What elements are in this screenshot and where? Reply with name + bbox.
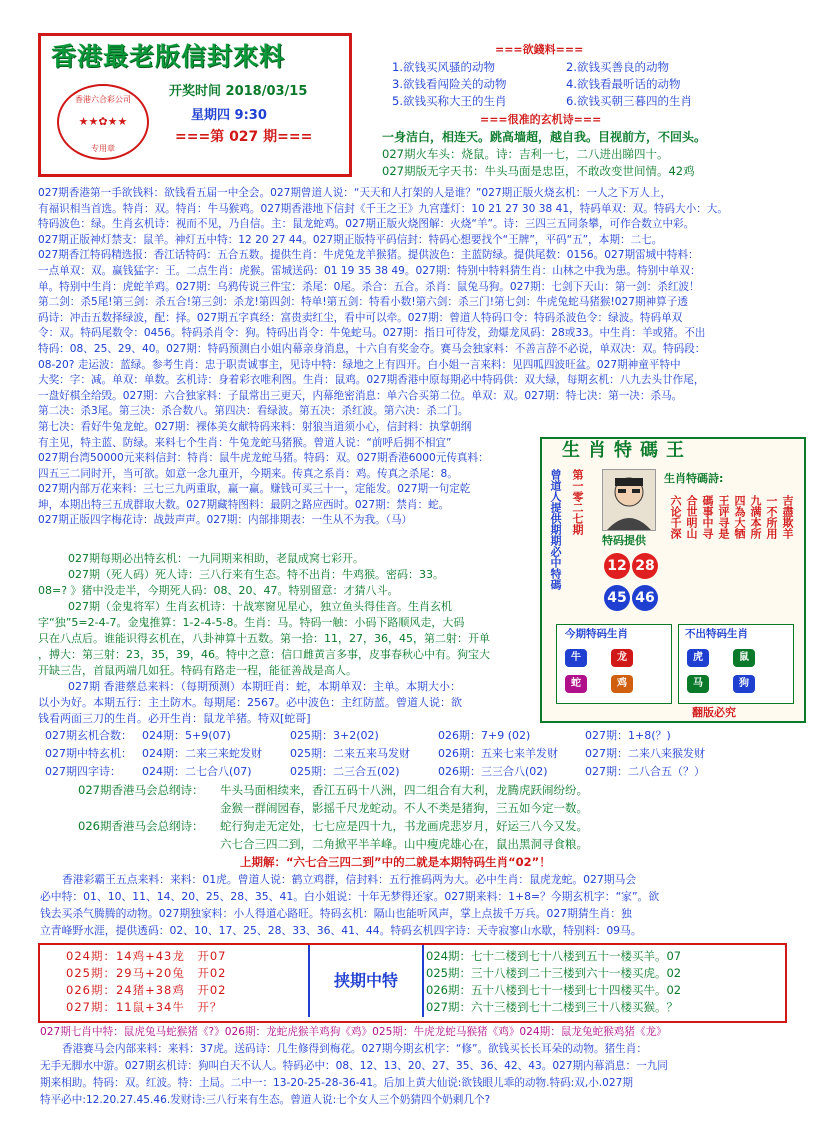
bottom-right-line: 026期：五十八楼到七十一楼到七十四楼买牛。02 (426, 983, 682, 997)
body-line: 一盘好棋全给毁。027期：六合独家料：子鼠常出三更天，内幕绝密消息：单六合买第二位。单双：双。027期：特七决：第一决：杀马。 (38, 389, 683, 402)
table-cell: 025期：3+2(02) (290, 729, 379, 742)
zodiac-issue-vertical: 第一零二七期 (571, 469, 584, 535)
seal-stars: ★★✿★★ (78, 115, 128, 128)
para2-line: 香港彩霸王五点来料：来料：01虎。曾道人说：鹤立鸡群，信封料：五行推码两为大。必中生肖：鼠虎龙蛇。027期马会 (62, 873, 637, 886)
table-cell: 024期：二七合八(07) (142, 765, 252, 778)
footer-line: 特平必中:12.20.27.45.46.发财诗:三八行来有生态。曾道人说:七个女人三个奶猜四个奶剩几个? (40, 1094, 491, 1106)
last-issue-note: 上期解：“六七合三四二到”中的二就是本期特码生肖“02”！ (240, 855, 551, 869)
poem-label: 生肖特碼詩: (664, 472, 724, 485)
riddle-heading: ===欲錢料=== (495, 43, 584, 56)
horse-icon: 马 (687, 675, 709, 693)
table-cell: 025期：二三合五(02) (290, 765, 400, 778)
footer-line: 无手无脚水中游。027期玄机诗：狗叫白天不认人。特码必中：08、12、13、20、27、35、36、42、43。027期内幕消息：一九同 (40, 1060, 668, 1072)
table-cell: 027期：二来八来猴发财 (585, 747, 705, 760)
poem-col: 一不所用 (765, 495, 778, 539)
poem-line: 牛头马面相续来，香江五码十八洲，四二组合有大利，龙腾虎跃闹纷纷。 (220, 783, 588, 797)
body-line: 特码：08、25、29、40。027期：特码预测白小姐内幕亲身消息，十六自有奖金夺。赛马会独家料：不善言辞不必说，单双决：双。特码段： (38, 342, 706, 355)
not-label: 不出特码生肖 (685, 628, 748, 640)
body-line: 单。特别中生肖：虎蛇羊鸡。027期：乌鸦传说三件宝：杀尾：0尾。杀合：五合。杀肖：鼠兔马狗。027期：七剑下天山：第一剑：杀红波！ (38, 280, 700, 293)
table-cell: 026期：三三合八(02) (438, 765, 548, 778)
issue-number: ===第 027 期=== (175, 129, 313, 145)
poem-line: 蛇行狗走无定处，七七应是四十九，书龙画虎悲岁月，好运三八今又发。 (220, 819, 588, 833)
rat-icon: 鼠 (733, 649, 755, 667)
number-ball: 12 (604, 553, 630, 579)
table-cell: 027期：1+8(？) (585, 729, 671, 742)
riddle-item-3: 3.欲钱看闯险关的动物 (392, 77, 507, 91)
para-line: 只在八点后。谁能识得玄机在，八卦神算十五数。第一拾：11，27，36，45，第二射：开单 (38, 632, 490, 645)
second-body (40, 871, 825, 939)
body-line: 码诗：冲击五数择绿波，配：择。027期五字真经：富贵卖红尘，看中可以牵。027期：曾道人特码口令：特码杀波色令：绿波。特码单双 (38, 311, 683, 324)
riddle-item-4: 4.欲钱看最听话的动物 (566, 77, 681, 91)
table-cell: 024期：5+9(07) (142, 729, 231, 742)
center-label: 挟期中特 (308, 945, 424, 1017)
body-line: 四五三二同时开，当可欲。如意一念九重开，今期来。传真之系肖：鸡。传真之杀尾：8。 (38, 467, 458, 480)
body-line: 027期香港第一手欲钱料：欲钱看五届一中全会。027期曾道人说：“天天和人打架的人是谁？”027期正版火烧玄机：一人之下万人上， (38, 187, 672, 199)
body-line: 第二剑：杀5尾!第三剑：杀五合!第三剑：杀龙!第四剑：特单!第五剑：特看小数!第六剑：杀三门!第七剑：牛虎兔蛇马猪猴!027期神算子透 (38, 296, 688, 309)
table-cell: 027期玄机合数： (45, 729, 132, 742)
footer-line: 香港赛马会内部来料：来料：37虎。送码诗：几生修得到梅花。027期今期玄机字：“修”。欲钱买长长耳朵的动物。猪生肖： (62, 1043, 647, 1055)
para2-line: 必中特：01、10、11、14、20、25、28、35、41。白小姐说：十年无梦得还家。027期来料：1+8=？今期玄机字：“家”。欲 (40, 890, 660, 903)
draw-time: 开奖时间 2018/03/15 (169, 84, 308, 99)
body-line: 有主见，特主蓝、防绿。来料七个生肖：牛兔龙蛇马猪猴。曾道人说：“前呼后拥不相宜” (38, 436, 452, 449)
dog-icon: 狗 (733, 675, 755, 693)
page-title: 香港最老版信封來料 (51, 42, 286, 71)
bottom-left-line: 026期：24猪+38鸡 开02 (66, 983, 227, 997)
para-line: 027期每期必出特玄机：一九同期来相助，老鼠成窝七彩开。 (68, 552, 364, 565)
green-section (38, 551, 528, 727)
company-seal (57, 84, 149, 160)
riddle-item-6: 6.欲钱买朝三暮四的生肖 (566, 94, 692, 108)
poem-heading: ===很准的玄机诗=== (480, 113, 602, 126)
bottom-right-line: 025期：三十八楼到二十三楼到六十一楼买虎。02 (426, 966, 682, 980)
table-cell: 026期：7+9 (02) (438, 729, 531, 742)
rooster-icon: 鸡 (611, 675, 633, 693)
bottom-right-line: 024期：七十二楼到七十八楼到五十一楼买羊。07 (426, 949, 682, 963)
provide-label: 特码提供 (602, 534, 646, 547)
body-line: 令：双。特码尾数令：0456。特码杀肖令：狗。特码出肖令：牛兔蛇马。027期：指日可待发，劲爆龙凤码：28或33。中生肖：羊或猪。不出 (38, 327, 706, 340)
bottom-right-line: 027期：六十三楼到七十二楼到三十八楼买猴。？ (426, 1000, 678, 1014)
riddle-poem: 一身洁白，相连天。跳高墙超，越自我。目视前方，不回头。 (382, 130, 707, 144)
bottom-left-line: 024期：14鸡+43龙 开07 (66, 949, 227, 963)
seal-bottom-text: 专用章 (91, 144, 115, 153)
poem-col: 王评寻是 (717, 495, 730, 539)
body-line: 027期内部万花来料：三七三九两重取，赢一赢。赚钱可买三十一，定能发。027期一句定乾 (38, 483, 471, 496)
footer-text (40, 1024, 825, 1109)
ox-icon: 牛 (565, 649, 587, 667)
para2-line: 立青峰野水涯，提供透码：02、10、17、25、28、33、36、41、44。特码玄机四字诗：天寺寂寥山水歇，特别料：09马。 (40, 924, 642, 937)
para-line: 027期（死人码）死人诗：三八行来有生态。特不出肖：牛鸡猴。密码：33。 (68, 568, 444, 581)
seal-top-text: 香港六合彩公司 (75, 95, 131, 104)
poem-line: 六七合三四二到，二角掀平半羊峰。山中瘦虎雄心在，鼠出黑洞寻食粮。 (220, 837, 588, 851)
not-zodiac-box (678, 624, 794, 704)
table-cell: 027期中特玄机： (45, 747, 132, 760)
poem-col: 合世明山 (685, 495, 698, 539)
para-line: 开缺三告，首鼠两端几如狂。特码有路走一程，能征善战是高人。 (38, 664, 357, 677)
snake-icon: 蛇 (565, 675, 587, 693)
para-line: 027期（金鬼将军）生肖玄机诗：十战寒窗见星心，独立鱼头得佳音。生肖玄机 (68, 600, 452, 613)
para-line: 以小为好。本期五行：主土防木。每期尾：2567。必中波色：主红防蓝。曾道人说：欲 (38, 696, 462, 709)
poem-col: 六论千深 (669, 495, 682, 539)
poem-col: 四為大牺 (733, 495, 746, 539)
para-line: 钱看两面三刀的生肖。必开生肖：鼠龙羊猪。特双[蛇哥] (38, 712, 311, 725)
zodiac-title: 生肖特碼王 (562, 440, 692, 461)
zodiac-left-vertical: 曾道人提供期期必中特碼 (549, 469, 562, 590)
body-line: 027期正版神灯禁支：鼠羊。神灯五中特：12 20 27 44。027期正版特平码信封：特码心想要找个“王牌”，平码“五”，本期：二七。 (38, 233, 663, 246)
no-word-book: 027期版无字天书：牛头马面是忠臣，不敢改变世间情。42鸡 (382, 164, 695, 178)
train-head: 027期火车头：烧鼠。诗：吉利一七，二八进出睇四十。 (382, 147, 669, 161)
para2-line: 钱去买杀气腾腾的动物。027期独家料：小人得道心路旺。特码玄机：隔山也能听风声，掌上点拔千万兵。027期猜生肖：独 (40, 907, 632, 920)
table-cell: 025期：二来五来马发财 (290, 747, 410, 760)
weekday-time: 星期四 9:30 (191, 108, 267, 123)
body-line: 大奖：字：减。单双：单数。玄机诗：身着彩衣唯利图。生肖：鼠鸡。027期香港中原每期必中特码供：双大绿，每期玄机：八九去头廿作尾， (38, 374, 705, 387)
number-ball: 46 (632, 585, 658, 611)
table-cell: 027期四字诗： (45, 765, 121, 778)
para-line: 字“独”5=2-4-7。金鬼推算：1-2-4-5-8。生肖：马。特码一触：小码下路顺风走，大码 (38, 616, 465, 629)
body-line: 第七决：看好牛兔龙蛇。027期：裸体美女献特码来料：射狼当道须小心，信封料：执掌朝纲 (38, 420, 472, 433)
body-line: 第二决：杀3尾。第三决：杀合数八。第四决：看绿波。第五决：杀红波。第六决：杀二门。 (38, 405, 469, 418)
footer-line: 027期七肖中特：鼠虎兔马蛇猴猪《?》026期：龙蛇虎猴羊鸡狗《鸡》025期：牛虎龙蛇马猴猪《鸡》024期：鼠龙兔蛇猴鸡猪《龙》 (40, 1026, 667, 1038)
poem-col: 碼事中寻 (701, 495, 714, 539)
body-line: 一点单双：双。赢钱猛字：王。二点生肖：虎猴。雷城送码：01 19 35 38 49。027期：特别中特料猜生肖：山林之中我为患。特别中单双： (38, 264, 701, 277)
table-cell: 026期：五来七来羊发财 (438, 747, 558, 760)
today-zodiac-box (556, 624, 672, 704)
dragon-icon: 龙 (611, 649, 633, 667)
tiger-icon: 虎 (687, 649, 709, 667)
poem-label: 027期香港马会总纲诗： (78, 783, 204, 797)
body-line: 027期台湾50000元来料信封：特肖：鼠牛虎龙蛇马猪。特码：双。027期香港6000元传真料： (38, 452, 489, 465)
body-line: 有福识相当首选。特肖：双。特肖：牛马猴鸡。027期香港地下信封《千王之王》九宫蓬灯：10 21 27 30 38 41，特码单双：双。特码大小：大。 (38, 202, 728, 215)
poem-label: 026期香港马会总纲诗： (78, 819, 204, 833)
para-line: ，搏大：第三射：23，35，39，46。特中之意：信口雌黄言多事，皮事春秋心中有。狗宝大 (38, 648, 490, 661)
table-cell: 024期：二来三来蛇发财 (142, 747, 262, 760)
riddle-item-5: 5.欲钱买称大王的生肖 (392, 94, 507, 108)
portrait-image (602, 469, 656, 531)
poem-col: 九满本所 (749, 495, 762, 539)
table-cell: 027期：二八合五（？） (585, 765, 705, 778)
today-label: 今期特码生肖 (565, 628, 628, 640)
bottom-left-line: 025期：29马+20兔 开02 (66, 966, 227, 980)
body-line: 坤，本期出特三五成群取大数。027期藏特图料：最阴之路应西时。027期：禁肖：蛇。 (38, 498, 450, 511)
para-line: 08=? 》猪中没走半，今期死人码：08、20、47。特别留意：才猜八斗。 (38, 584, 399, 597)
copyright-note: 翻版必究 (692, 706, 736, 719)
body-line: 08-20? 走运波：蓝绿。参考生肖：忠于职责诚事主，见诗中特：绿地之上有四开。白小姐一言来料：见四呱四波旺盆。027期神童平特中 (38, 358, 681, 371)
poem-col: 吉盡欺羊 (781, 495, 794, 539)
body-line: 027期正版四字梅花诗：战鼓声声。027期：内部排期表：一生从不为我。（马） (38, 514, 413, 527)
footer-line: 期来相助。特码：双。红波。特：土局。二中一：13-20-25-28-36-41。后加上黄大仙说:欲钱眼儿乖的动物.特码:双,小.027期 (40, 1077, 633, 1089)
poem-line: 金猴一群闹园春，影摇千尺龙蛇动。不人不类是猪狗，三五如今定一数。 (220, 801, 588, 815)
riddle-item-1: 1.欲钱买风骚的动物 (392, 60, 495, 74)
para-line: 027期 香港蔡总来料：（每期预测）本期旺肖：蛇，本期单双：主单。本期大小： (68, 680, 461, 693)
bottom-box (38, 943, 787, 1023)
body-line: 特码波色：绿。生肖玄机诗：视而不见，乃自信。主：鼠龙蛇鸡。027期正版火烧图解：火烧“羊”。诗：三四三五同条攀，可作合数立中彩。 (38, 218, 695, 231)
number-ball: 45 (604, 585, 630, 611)
zodiac-box (540, 437, 806, 723)
body-line: 027期香江特码精选报：香江话特码：五合五数。提供生肖：牛虎兔龙羊猴猪。提供波色：主蓝防绿。提供尾数：0156。027期雷城中特料： (38, 249, 699, 262)
riddle-item-2: 2.欲钱买善良的动物 (566, 60, 669, 74)
bottom-left-line: 027期：11鼠+34牛 开？ (66, 1000, 223, 1014)
header-box (38, 33, 352, 177)
number-ball: 28 (632, 553, 658, 579)
